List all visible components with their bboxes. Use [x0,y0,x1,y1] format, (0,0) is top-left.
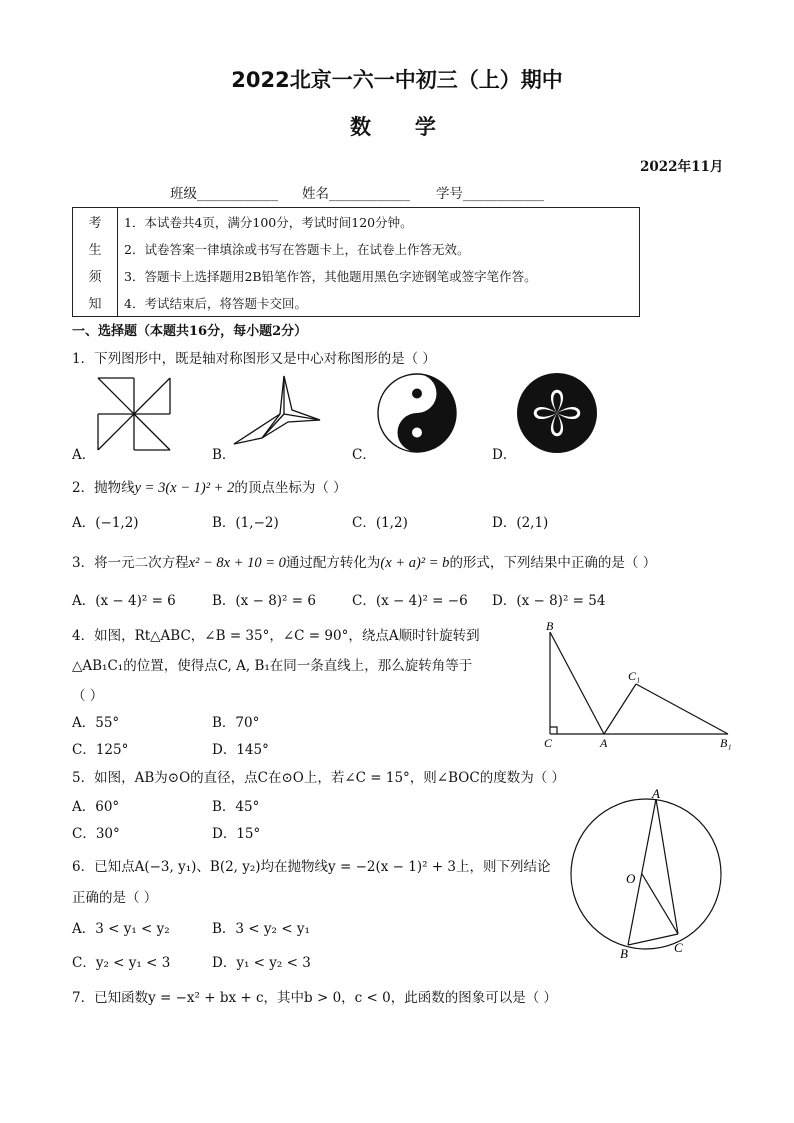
page-title: 2022北京一六一中初三（上）期中 [231,68,563,92]
q5-label-o: O [626,871,636,886]
q6-option-c: C．y₂ < y₁ < 3 [72,955,171,971]
q4-option-a: A．55° [72,715,120,731]
notice-side-char: 生 [73,235,118,262]
notice-side-char: 考 [73,208,118,236]
q2-formula: y = 3(x − 1)² + 2 [134,480,235,496]
q2-option-a: A．(−1,2) [72,515,139,531]
q3-stem-post: 的形式，下列结果中正确的是（ ） [449,555,657,571]
q1-option-b: B． [212,447,236,463]
q4-label-b1: B₁ [720,736,732,750]
question-4-line-2: △AB₁C₁的位置，使得点C, A, B₁在同一条直线上，那么旋转角等于 [72,658,473,674]
q4-label-b: B [546,619,554,633]
question-3-stem [72,551,656,572]
q1-option-a: A． [72,447,96,463]
q5-label-b: B [620,946,628,961]
exam-notice-table [72,207,640,317]
q3-stem-mid: 通过配方转化为 [285,555,381,571]
q4-option-b: B．70° [212,715,260,731]
q5-option-c: C．30° [72,826,120,842]
q3-stem-pre: 3．将一元二次方程 [72,555,189,571]
notice-side-char: 须 [73,262,118,289]
q5-label-c: C [674,940,683,955]
q1-figure-d-flower [516,372,598,454]
exam-date: 2022年11月 [640,159,724,175]
notice-item: 1．本试卷共4页，满分100分，考试时间120分钟。 [118,208,640,236]
q6-option-b: B．3 < y₂ < y₁ [212,921,310,937]
q1-option-d: D． [492,447,517,463]
notice-item: 3．答题卡上选择题用2B铅笔作答，其他题用黑色字迹钢笔或签字笔作答。 [118,262,640,289]
q2-option-b: B．(1,−2) [212,515,279,531]
question-6-line-2: 正确的是（ ） [72,890,158,906]
q5-circle-figure [566,786,728,962]
q3-formula-1: x² − 8x + 10 = 0 [188,555,286,571]
q1-figure-c-yinyang [376,372,458,454]
q5-option-b: B．45° [212,799,260,815]
class-field-label: 班级____________ [170,186,278,202]
q5-label-a: A [652,786,660,801]
q5-option-a: A．60° [72,799,120,815]
q4-label-c1: C₁ [628,669,641,683]
notice-side-char: 知 [73,289,118,317]
question-6-line-1: 6．已知点A(−3, y₁)、B(2, y₂)均在抛物线y = −2(x − 1)² + 3上，则下列结论 [72,859,551,875]
question-1-stem: 1．下列图形中，既是轴对称图形又是中心对称图形的是（ ） [72,351,436,367]
q2-stem-post: 的顶点坐标为（ ） [234,480,347,496]
section-heading: 一、选择题（本题共16分，每小题2分） [72,324,308,339]
q2-option-c: C．(1,2) [352,515,408,531]
q3-option-b: B．(x − 8)² = 6 [212,593,316,609]
notice-item: 4．考试结束后，将答题卡交回。 [118,289,640,317]
q2-option-d: D．(2,1) [492,515,549,531]
q6-option-a: A．3 < y₁ < y₂ [72,921,170,937]
q4-option-d: D．145° [212,742,269,758]
student-id-field-label: 学号____________ [436,186,544,202]
q3-option-c: C．(x − 4)² = −6 [352,593,468,609]
q1-figure-a-pinwheel [98,378,170,450]
q4-label-a: A [600,736,608,750]
question-5-stem: 5．如图，AB为⊙O的直径，点C在⊙O上，若∠C = 15°，则∠BOC的度数为（ ） [72,770,565,786]
q3-option-d: D．(x − 8)² = 54 [492,593,606,609]
q3-option-a: A．(x − 4)² = 6 [72,593,176,609]
question-4-line-1: 4．如图，Rt△ABC，∠B = 35°，∠C = 90°，绕点A顺时针旋转到 [72,628,480,644]
question-7-stem: 7．已知函数y = −x² + bx + c，其中b > 0，c < 0，此函数的图象可以是（ ） [72,990,558,1006]
q2-stem-pre: 2．抛物线 [72,480,135,496]
q4-triangle-figure [540,620,740,750]
question-2-stem [72,476,347,497]
name-field-label: 姓名____________ [302,186,410,202]
q1-option-c: C． [352,447,376,463]
q6-option-d: D．y₁ < y₂ < 3 [212,955,311,971]
question-4-line-3: （ ） [72,688,104,704]
q1-figure-b-tristar [232,374,324,446]
subject-title: 数 学 [350,115,436,139]
q5-option-d: D．15° [212,826,261,842]
q4-label-c: C [544,736,553,750]
q4-option-c: C．125° [72,742,129,758]
q3-formula-2: (x + a)² = b [380,555,450,571]
notice-item: 2．试卷答案一律填涂或书写在答题卡上，在试卷上作答无效。 [118,235,640,262]
